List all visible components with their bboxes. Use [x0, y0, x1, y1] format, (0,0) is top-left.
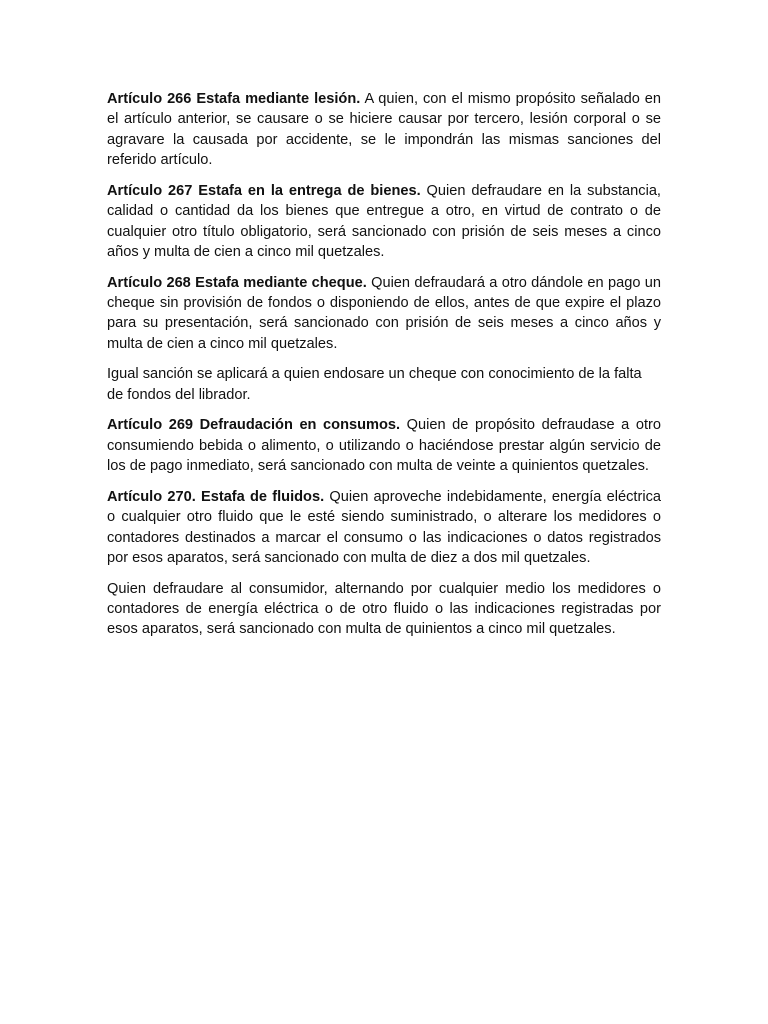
article-266-heading: Artículo 266 Estafa mediante lesión. — [107, 91, 361, 107]
article-267-heading: Artículo 267 Estafa en la entrega de bienes. — [107, 182, 421, 199]
article-268-heading: Artículo 268 Estafa mediante cheque. — [107, 274, 367, 291]
article-267-paragraph — [107, 181, 661, 263]
article-267-text: Quien defraudare en la substancia, calidad o cantidad da los bienes que entregue a otro, en virtud de contrato o de cualquier otro título obligatorio, será sancionado con prisión de seis meses a cinco años y multa de cien a cinco mil quetzales. — [107, 182, 661, 261]
article-268-paragraph — [107, 273, 661, 355]
article-268-extra-paragraph — [107, 364, 661, 405]
article-270-text: Quien aproveche indebidamente, energía eléctrica o cualquier otro fluido que le esté siendo suministrado, o alterare los medidores o contadores destinados a marcar el consumo o las indicaciones o datos registrados por esos aparatos, será sancionado con multa de diez a dos mil quetzales. — [107, 488, 661, 567]
article-269-heading: Artículo 269 Defraudación en consumos. — [107, 417, 401, 434]
article-270-paragraph — [107, 487, 661, 569]
article-268-extra-text: Igual sanción se aplicará a quien endosare un cheque con conocimiento de la falta de fondos del librador. — [107, 366, 642, 403]
article-270-extra-text: Quien defraudare al consumidor, alternando por cualquier medio los medidores o contadores de energía eléctrica o de otro fluido o las indicaciones registradas por esos aparatos, será sancionado con multa de quinientos a cinco mil quetzales. — [107, 580, 661, 638]
article-266-text: A quien, con el mismo propósito señalado en el artículo anterior, se causare o se hiciere causar por tercero, lesión corporal o se agravare la causada por accidente, se le impondrán las mismas sanciones del referido artículo. — [107, 91, 662, 169]
article-270-extra-paragraph — [107, 579, 661, 640]
article-269-text: Quien de propósito defraudase a otro consumiendo bebida o alimento, o utilizando o haciéndose prestar algún servicio de los de pago inmediato, será sancionado con multa de veinte a quinientos quetzales. — [107, 417, 662, 475]
document-page — [107, 89, 661, 650]
article-268-text: Quien defraudará a otro dándole en pago un cheque sin provisión de fondos o disponiendo de ellos, antes de que expire el plazo para su presentación, será sancionado con prisión de seis meses a cinco años y multa de cien a cinco mil quetzales. — [107, 274, 661, 352]
article-269-paragraph — [107, 415, 661, 476]
article-266-paragraph — [107, 89, 661, 171]
article-270-heading: Artículo 270. Estafa de fluidos. — [107, 488, 325, 505]
